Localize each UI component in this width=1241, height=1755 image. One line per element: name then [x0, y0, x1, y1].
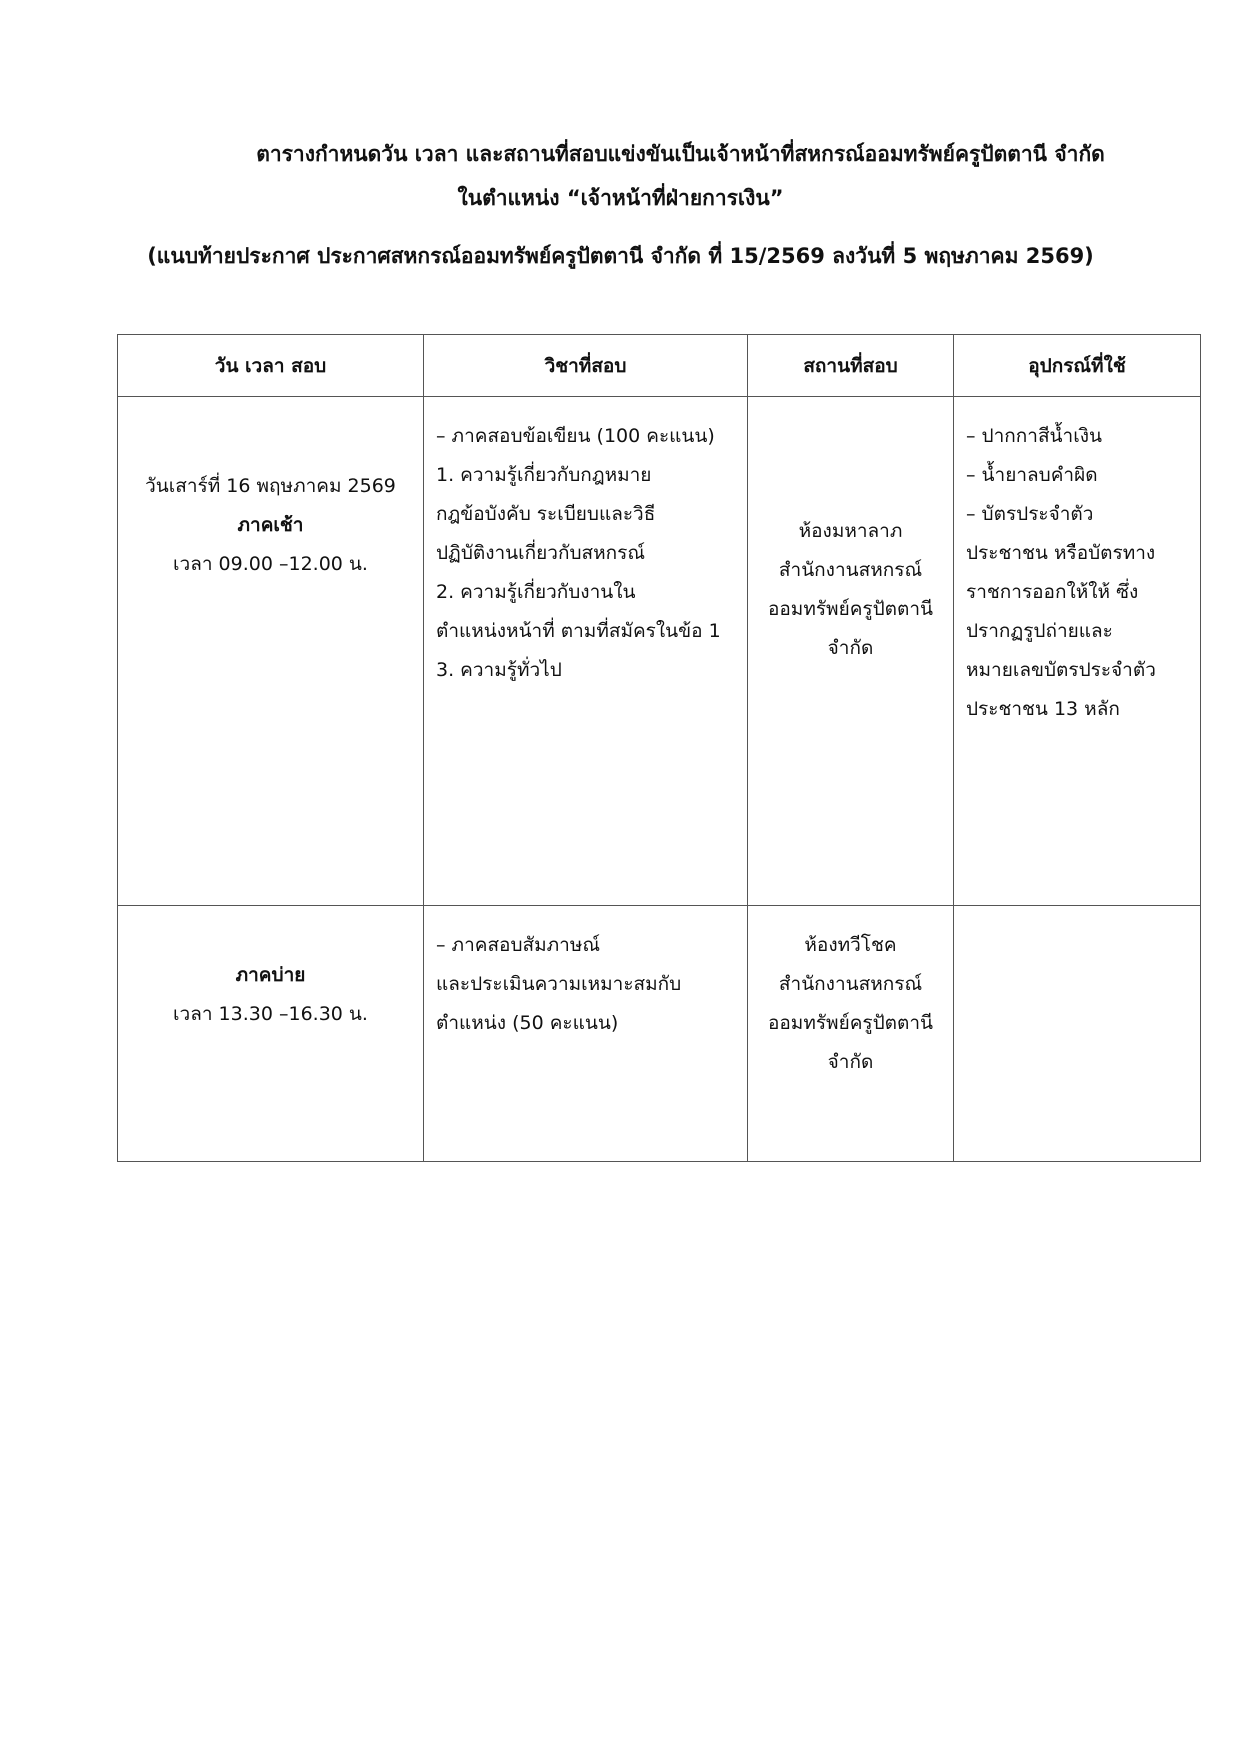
place-line: ออมทรัพย์ครูปัตตานี	[767, 598, 934, 620]
session-time: เวลา 09.00 –12.00 น.	[173, 553, 368, 575]
table-row	[118, 906, 1201, 1162]
session-time: เวลา 13.30 –16.30 น.	[173, 1003, 368, 1025]
morning-equipment-cell	[954, 397, 1201, 906]
afternoon-datetime-cell	[118, 906, 424, 1162]
subject-line: 1. ความรู้เกี่ยวกับกฎหมาย	[436, 464, 652, 486]
subject-line: ตำแหน่ง (50 คะแนน)	[436, 1012, 619, 1034]
subject-line: และประเมินความเหมาะสมกับ	[436, 973, 682, 995]
afternoon-equipment-cell	[954, 906, 1201, 1162]
equipment-line: – น้ำยาลบคำผิด	[966, 464, 1098, 486]
room-name: ห้องทวีโชค	[804, 934, 897, 956]
position-title: ในตำแหน่ง “เจ้าหน้าที่ฝ่ายการเงิน”	[457, 186, 784, 210]
place-line: ออมทรัพย์ครูปัตตานี	[767, 1012, 934, 1034]
subject-line: 3. ความรู้ทั่วไป	[436, 659, 562, 681]
header-datetime: วัน เวลา สอบ	[118, 335, 424, 397]
equipment-line: ประชาชน 13 หลัก	[966, 698, 1120, 720]
subject-line: – ภาคสอบสัมภาษณ์	[436, 934, 600, 956]
document-title: ตารางกำหนดวัน เวลา และสถานที่สอบแข่งขันเป็นเจ้าหน้าที่สหกรณ์ออมทรัพย์ครูปัตตานี จำกัด	[256, 142, 1105, 166]
room-name: ห้องมหาลาภ	[798, 520, 903, 542]
afternoon-place-cell	[748, 906, 954, 1162]
morning-subject-cell	[424, 397, 748, 906]
session-label: ภาคบ่าย	[235, 964, 306, 986]
equipment-line: ประชาชน หรือบัตรทาง	[966, 542, 1156, 564]
table-row	[118, 397, 1201, 906]
table-header-row	[118, 335, 1201, 397]
afternoon-subject-cell	[424, 906, 748, 1162]
equipment-line: – ปากกาสีน้ำเงิน	[966, 425, 1102, 447]
subject-line: 2. ความรู้เกี่ยวกับงานใน	[436, 581, 636, 603]
subject-line: กฎข้อบังคับ ระเบียบและวิธี	[436, 503, 656, 525]
subject-line: – ภาคสอบข้อเขียน (100 คะแนน)	[436, 425, 715, 447]
equipment-line: – บัตรประจำตัว	[966, 503, 1094, 525]
place-line: สำนักงานสหกรณ์	[778, 559, 923, 581]
subject-line: ตำแหน่งหน้าที่ ตามที่สมัครในข้อ 1	[436, 620, 721, 642]
morning-place-cell	[748, 397, 954, 906]
exam-schedule-table	[117, 334, 1201, 1162]
subject-line: ปฏิบัติงานเกี่ยวกับสหกรณ์	[436, 542, 645, 564]
place-line: สำนักงานสหกรณ์	[778, 973, 923, 995]
announcement-reference: (แนบท้ายประกาศ ประกาศสหกรณ์ออมทรัพย์ครูปัตตานี จำกัด ที่ 15/2569 ลงวันที่ 5 พฤษภาคม 2569)	[147, 244, 1094, 268]
header-place: สถานที่สอบ	[748, 335, 954, 397]
header-equipment: อุปกรณ์ที่ใช้	[954, 335, 1201, 397]
morning-datetime-cell	[118, 397, 424, 906]
place-line: จำกัด	[827, 637, 874, 659]
equipment-line: ปรากฏรูปถ่ายและ	[966, 620, 1113, 642]
session-label: ภาคเช้า	[237, 514, 304, 536]
equipment-line: ราชการออกให้ให้ ซึ่ง	[966, 581, 1139, 603]
place-line: จำกัด	[827, 1051, 874, 1073]
header-subject: วิชาที่สอบ	[424, 335, 748, 397]
exam-date: วันเสาร์ที่ 16 พฤษภาคม 2569	[145, 475, 396, 497]
equipment-line: หมายเลขบัตรประจำตัว	[966, 659, 1156, 681]
